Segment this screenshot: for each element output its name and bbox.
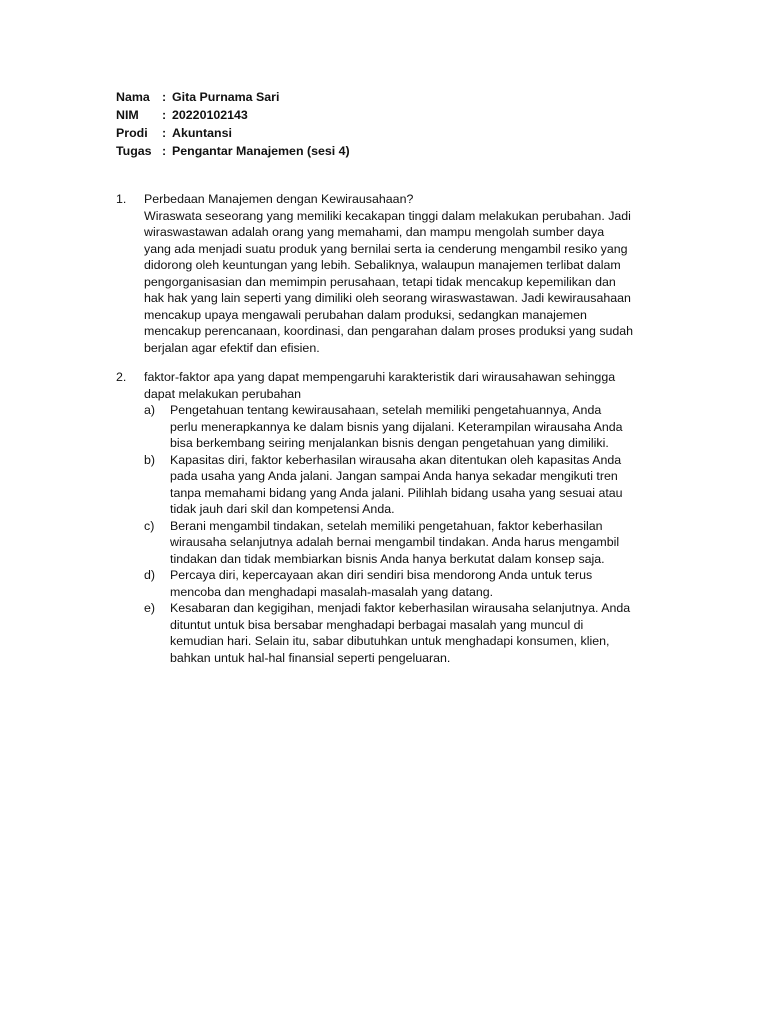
- question-2: [116, 369, 656, 666]
- question-1: [116, 191, 656, 356]
- list-item-label: e): [144, 601, 156, 615]
- text-line: Kesabaran dan kegigihan, menjadi faktor keberhasilan wirausaha selanjutnya. Anda: [170, 601, 631, 615]
- question-text: Perbedaan Manajemen dengan Kewirausahaan?: [144, 192, 414, 206]
- text-line: mencoba dan menghadapi masalah-masalah yang datang.: [170, 584, 494, 599]
- list-item-b: [144, 452, 656, 518]
- student-info: [116, 88, 350, 160]
- text-line: faktor-faktor apa yang dapat mempengaruhi karakteristik dari wirausahawan sehingga: [144, 370, 616, 384]
- question-text: [144, 369, 656, 402]
- info-label: Tugas: [116, 144, 152, 158]
- list-item-label: b): [144, 452, 156, 467]
- question-number: 2.: [116, 370, 127, 384]
- text-line: Pengetahuan tentang kewirausahaan, setelah memiliki pengetahuannya, Anda: [170, 403, 602, 417]
- text-line: tidak jauh dari skil dan kompetensi Anda.: [170, 502, 395, 516]
- text-line: hak hak yang lain seperti yang dimiliki oleh seorang wiraswastawan. Jadi kewirausahaan: [144, 291, 631, 305]
- list-item-label: d): [144, 568, 156, 582]
- text-line: mencakup perencanaan, koordinasi, dan pengarahan dalam proses produksi yang sudah: [144, 324, 634, 338]
- list-item-label: c): [144, 518, 155, 533]
- text-line: Wiraswata seseorang yang memiliki kecakapan tinggi dalam melakukan perubahan. Jadi: [144, 208, 631, 223]
- info-label: Prodi: [116, 126, 148, 140]
- text-line: wiraswastawan adalah orang yang memahami, dan mampu mengolah sumber daya: [144, 225, 605, 239]
- info-separator: :: [162, 108, 167, 122]
- text-line: yang ada menjadi suatu produk yang bernilai serta ia cenderung mengambil resiko yang: [144, 241, 628, 256]
- info-value: 20220102143: [172, 108, 248, 122]
- list-item-d: [144, 567, 656, 600]
- text-line: didorong oleh keuntungan yang lebih. Sebaliknya, walaupun manajemen terlibat dalam: [144, 258, 621, 272]
- text-line: perlu menerapkannya ke dalam bisnis yang dijalani. Keterampilan wirausaha Anda: [170, 419, 623, 434]
- info-separator: :: [162, 90, 167, 104]
- info-row-name: [116, 88, 350, 106]
- answer-text: [144, 208, 656, 357]
- info-row-tugas: [116, 142, 350, 160]
- text-line: wirausaha selanjutnya adalah bernai mengambil tindakan. Anda harus mengambil: [170, 535, 620, 549]
- info-value: Gita Purnama Sari: [172, 90, 280, 104]
- info-separator: :: [162, 144, 167, 158]
- info-label: NIM: [116, 108, 139, 122]
- text-line: dapat melakukan perubahan: [144, 386, 302, 401]
- list-item-label: a): [144, 403, 156, 417]
- text-line: tindakan dan tidak membiarkan bisnis Anda hanya berkutat dalam konsep saja.: [170, 551, 605, 566]
- text-line: Berani mengambil tindakan, setelah memiliki pengetahuan, faktor keberhasilan: [170, 518, 603, 533]
- text-line: Percaya diri, kepercayaan akan diri sendiri bisa mendorong Anda untuk terus: [170, 568, 593, 582]
- info-value: Akuntansi: [172, 126, 232, 140]
- text-line: bahkan untuk hal-hal finansial seperti pengeluaran.: [170, 650, 451, 665]
- text-line: mencakup upaya mengawali perubahan dalam produksi, sedangkan manajemen: [144, 307, 587, 322]
- text-line: berjalan agar efektif dan efisien.: [144, 340, 320, 355]
- text-line: pada usaha yang Anda jalani. Jangan sampai Anda hanya sekadar mengikuti tren: [170, 469, 618, 483]
- text-line: tanpa memahami bidang yang Anda jalani. Pilihlah bidang usaha yang sesuai atau: [170, 485, 623, 500]
- text-line: pengorganisasian dan memimpin perusahaan, tetapi tidak mencakup kepemilikan dan: [144, 274, 616, 289]
- info-label: Nama: [116, 90, 150, 104]
- list-item-a: [144, 402, 656, 452]
- question-number: 1.: [116, 192, 127, 206]
- text-line: Kapasitas diri, faktor keberhasilan wirausaha akan ditentukan oleh kapasitas Anda: [170, 452, 622, 467]
- text-line: dituntut untuk bisa bersabar menghadapi berbagai masalah yang muncul di: [170, 617, 584, 632]
- info-row-nim: [116, 106, 350, 124]
- list-item-e: [144, 600, 656, 666]
- text-line: bisa berkembang seiring menjalankan bisnis dengan pengetahuan yang dimiliki.: [170, 436, 609, 450]
- info-separator: :: [162, 126, 167, 140]
- list-item-c: [144, 518, 656, 568]
- info-row-prodi: [116, 124, 350, 142]
- text-line: kemudian hari. Selain itu, sabar dibutuhkan untuk menghadapi konsumen, klien,: [170, 634, 610, 648]
- info-value: Pengantar Manajemen (sesi 4): [172, 144, 350, 158]
